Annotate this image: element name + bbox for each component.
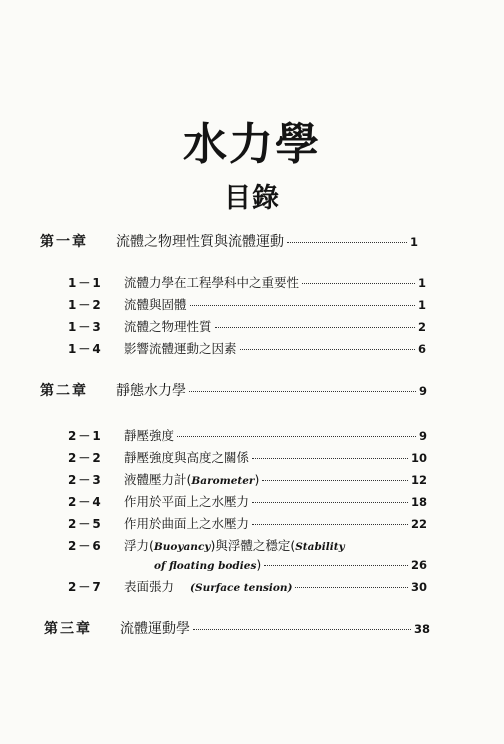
leader-dots xyxy=(193,629,411,630)
toc-chapter-2[interactable] xyxy=(40,382,427,400)
toc-section-1-4[interactable] xyxy=(68,340,426,358)
chapter-number: 第一章 xyxy=(40,234,88,250)
toc-section-2-7[interactable] xyxy=(68,578,427,596)
toc-chapter-3[interactable] xyxy=(44,620,430,638)
leader-dots xyxy=(189,391,416,392)
page-number: 2 xyxy=(417,320,426,334)
toc-section-2-2[interactable] xyxy=(68,449,427,467)
section-title: 作用於平面上之水壓力 xyxy=(124,494,250,509)
page-number: 10 xyxy=(410,451,427,465)
page-number: 6 xyxy=(417,342,426,356)
toc-chapter-1[interactable] xyxy=(40,233,418,251)
section-number: 2－4 xyxy=(68,495,103,509)
toc-section-2-4[interactable] xyxy=(68,493,427,511)
leader-dots xyxy=(252,524,408,525)
page-number: 9 xyxy=(418,429,427,443)
page-number: 30 xyxy=(410,580,427,594)
section-number: 2－2 xyxy=(68,451,103,465)
section-number: 1－1 xyxy=(68,276,103,290)
section-title-english: Buoyancy xyxy=(153,541,211,553)
section-number: 2－5 xyxy=(68,517,103,531)
section-title: 流體與固體 xyxy=(124,297,187,312)
section-title: 液體壓力計( xyxy=(124,472,192,487)
section-number: 2－6 xyxy=(68,539,103,553)
page-number: 1 xyxy=(417,298,426,312)
toc-section-2-1[interactable] xyxy=(68,427,427,445)
leader-dots xyxy=(252,502,408,503)
leader-dots xyxy=(295,587,408,588)
section-title: 作用於曲面上之水壓力 xyxy=(124,516,250,531)
section-title: 流體之物理性質 xyxy=(124,319,212,334)
page-number: 9 xyxy=(418,384,427,398)
toc-section-2-6[interactable] xyxy=(68,537,427,555)
section-title: 靜壓強度與高度之關係 xyxy=(124,450,250,465)
leader-dots xyxy=(190,305,415,306)
section-title: 流體力學在工程學科中之重要性 xyxy=(124,275,300,290)
toc-section-1-2[interactable] xyxy=(68,296,426,314)
section-number: 1－3 xyxy=(68,320,103,334)
leader-dots xyxy=(177,436,416,437)
chapter-title: 流體運動學 xyxy=(120,621,190,637)
section-title-english: Barometer xyxy=(191,475,255,487)
section-title-line2: of floating bodies xyxy=(154,560,257,572)
section-number: 1－4 xyxy=(68,342,103,356)
page-number: 12 xyxy=(410,473,427,487)
leader-dots xyxy=(215,327,415,328)
section-title-middle: )與浮體之穩定( xyxy=(210,538,296,553)
section-title: 影響流體運動之因素 xyxy=(124,341,237,356)
section-title-english-2: Stability xyxy=(295,541,345,553)
leader-dots xyxy=(240,349,415,350)
toc-section-2-3[interactable] xyxy=(68,471,427,489)
section-title-end: ) xyxy=(254,472,260,487)
book-title: 水力學 xyxy=(183,119,321,170)
page-number: 1 xyxy=(409,235,418,249)
leader-dots xyxy=(264,565,408,566)
section-number: 2－1 xyxy=(68,429,103,443)
section-title-english: (Surface tension) xyxy=(190,582,293,594)
section-title-end: ) xyxy=(256,557,262,572)
toc-heading: 目錄 xyxy=(224,183,280,214)
toc-section-1-3[interactable] xyxy=(68,318,426,336)
chapter-number: 第三章 xyxy=(44,621,92,637)
page-number: 1 xyxy=(417,276,426,290)
page-number: 38 xyxy=(413,622,430,636)
section-title: 浮力( xyxy=(124,538,154,553)
leader-dots xyxy=(302,283,415,284)
leader-dots xyxy=(252,458,408,459)
section-number: 2－3 xyxy=(68,473,103,487)
section-number: 1－2 xyxy=(68,298,103,312)
chapter-title: 流體之物理性質與流體運動 xyxy=(116,234,284,250)
toc-section-2-6-line2[interactable] xyxy=(154,556,427,574)
toc-section-1-1[interactable] xyxy=(68,274,426,292)
section-title: 表面張力 xyxy=(124,579,175,594)
page-number: 22 xyxy=(410,517,427,531)
section-number: 2－7 xyxy=(68,580,103,594)
leader-dots xyxy=(262,480,408,481)
toc-section-2-5[interactable] xyxy=(68,515,427,533)
section-title: 靜壓強度 xyxy=(124,428,175,443)
page-number: 18 xyxy=(410,495,427,509)
chapter-number: 第二章 xyxy=(40,383,88,399)
chapter-title: 靜態水力學 xyxy=(116,383,186,399)
page-number: 26 xyxy=(410,558,427,572)
leader-dots xyxy=(287,242,407,243)
